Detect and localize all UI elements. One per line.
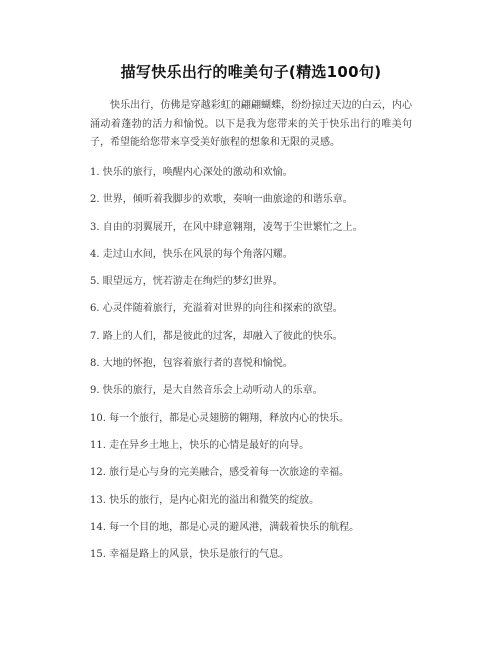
list-item: 9. 快乐的旅行，是大自然音乐会上动听动人的乐章。: [90, 385, 323, 397]
list-item: 2. 世界，倾听着我脚步的欢歌，奏响一曲旅途的和谐乐章。: [90, 194, 353, 206]
list-item: 11. 走在异乡土地上，快乐的心情是最好的向导。: [90, 439, 310, 451]
list-item: 1. 快乐的旅行，唤醒内心深处的激动和欢愉。: [90, 167, 293, 178]
list-item: 5. 眼望远方，恍若游走在绚烂的梦幻世界。: [90, 276, 283, 288]
list-item: 13. 快乐的旅行，是内心阳光的溢出和微笑的绽放。: [90, 494, 320, 506]
list-item: 8. 大地的怀抱，包容着旅行者的喜悦和愉悦。: [90, 358, 293, 370]
list-item: 14. 每一个目的地，都是心灵的避风港，满载着快乐的航程。: [90, 521, 360, 533]
list-item: 15. 幸福是路上的风景，快乐是旅行的气息。: [90, 549, 290, 561]
list-item: 7. 路上的人们，都是彼此的过客，却融入了彼此的快乐。: [90, 330, 343, 342]
list-item: 4. 走过山水间，快乐在风景的每个角落闪耀。: [90, 248, 293, 260]
sentence-list: [90, 166, 420, 575]
list-item: 6. 心灵伴随着旅行，充溢着对世界的向往和探索的欲望。: [90, 303, 343, 315]
page-title: 描写快乐出行的唯美句子(精选100句): [120, 63, 382, 81]
list-item: 3. 自由的羽翼展开，在风中肆意翱翔，凌驾于尘世繁忙之上。: [90, 221, 363, 233]
list-item: 12. 旅行是心与身的完美融合，感受着每一次旅途的幸福。: [90, 467, 350, 479]
intro-paragraph: 快乐出行，仿佛是穿越彩虹的翩翩蝴蝶，纷纷掠过天边的白云，内心涌动着蓬勃的活力和愉悦。以下是我为您带来的关于快乐出行的唯美句子，希望能给您带来享受美好旅程的想象和无限的灵感。: [90, 100, 412, 148]
list-item: 10. 每一个旅行，都是心灵翅膀的翱翔，释放内心的快乐。: [90, 412, 350, 424]
